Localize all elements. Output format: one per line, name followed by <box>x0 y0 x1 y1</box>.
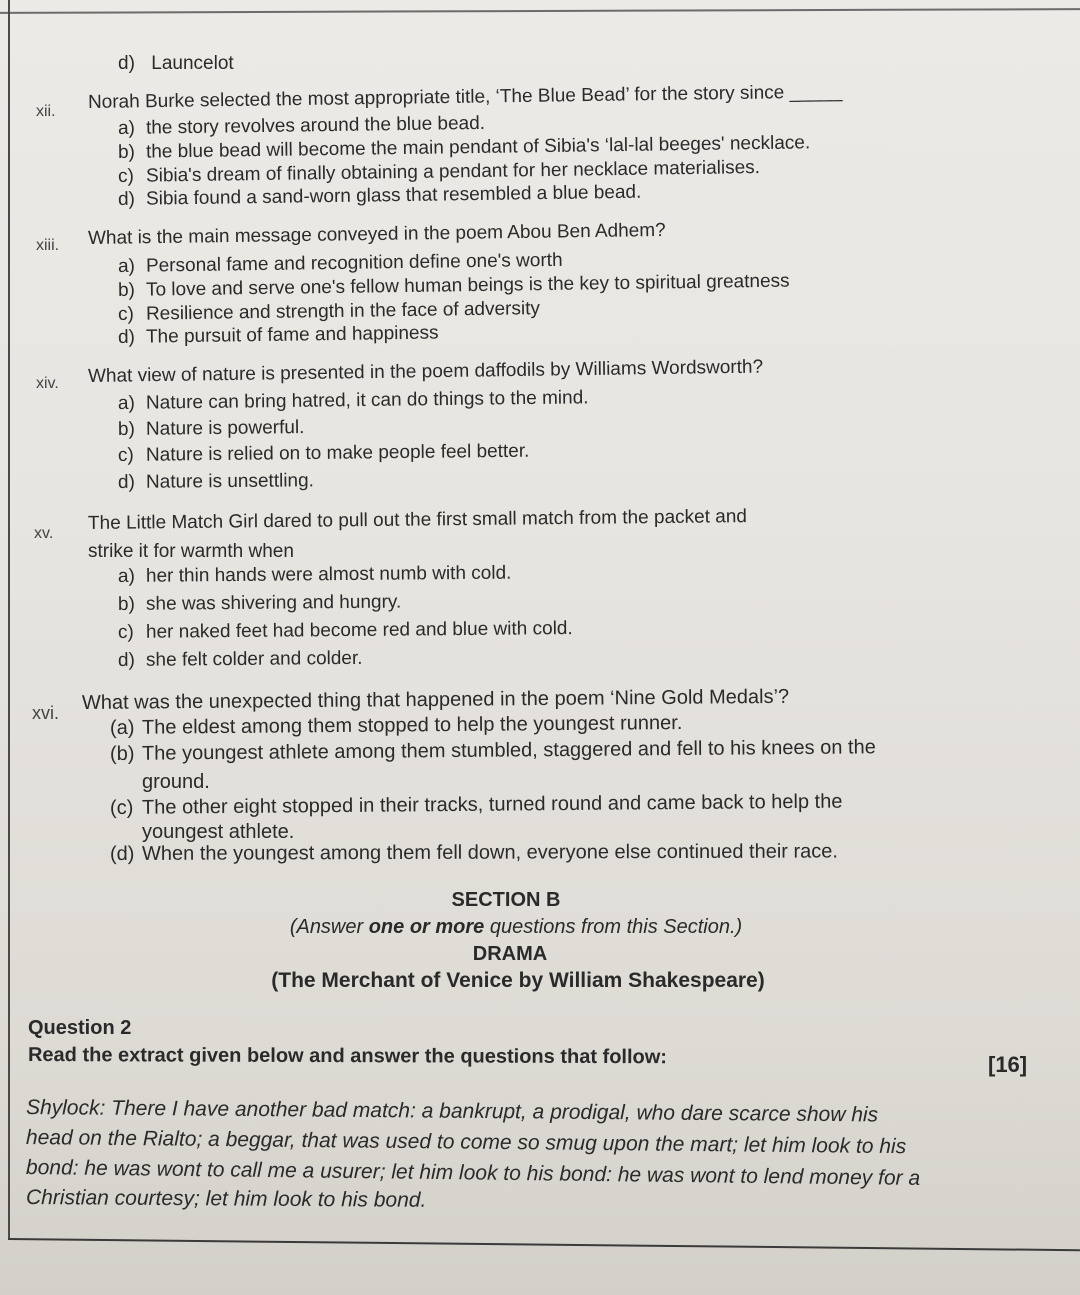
question-instruction: Read the extract given below and answer the questions that follow: <box>27 1044 668 1069</box>
option-item <box>118 323 439 349</box>
option-text: Nature is relied on to make people feel better. <box>145 440 530 466</box>
option-label: (a) <box>109 716 135 739</box>
option-text: Personal fame and recognition define one's worth <box>145 249 563 277</box>
question-number: xiii. <box>36 237 60 254</box>
option-text: The youngest athlete among them stumbled, staggered and fell to his knees on the <box>141 736 876 765</box>
question-stem: The Little Match Girl dared to pull out the first small match from the packet and <box>87 506 748 534</box>
option-label: a) <box>117 255 136 277</box>
option-text: Sibia's dream of finally obtaining a pendant for her necklace materialises. <box>145 157 761 187</box>
extract-line: bond: he was wont to call me a usurer; let him look to his bond: he was wont to lend money for a <box>25 1156 921 1190</box>
option-item <box>118 592 401 616</box>
extract-line: Shylock: There I have another bad match: a bankrupt, a prodigal, who dare scarce show his <box>25 1096 879 1127</box>
option-label: c) <box>117 621 134 643</box>
question-number: xiv. <box>36 375 59 392</box>
option-item <box>118 563 512 588</box>
option-label: (c) <box>109 796 134 819</box>
previous-option <box>118 53 234 75</box>
question-stem: What view of nature is presented in the poem daffodils by Williams Wordsworth? <box>87 356 764 387</box>
option-item <box>118 298 540 326</box>
option-label: a) <box>117 565 135 587</box>
instruction-text: questions from this Section.) <box>484 916 743 938</box>
option-text: she felt colder and colder. <box>145 647 363 671</box>
option-item <box>110 791 843 819</box>
option-label: d) <box>118 53 135 74</box>
option-text: Nature is unsettling. <box>145 470 315 493</box>
option-label: d) <box>117 188 136 210</box>
option-item <box>110 736 876 765</box>
option-text: The other eight stopped in their tracks, turned round and came back to help the <box>141 790 843 819</box>
option-label: (d) <box>109 842 135 865</box>
left-border-line <box>8 0 10 1240</box>
option-text: To love and serve one's fellow human beings is the key to spiritual greatness <box>145 270 790 301</box>
question-number: xvi. <box>32 703 59 723</box>
option-text: Launcelot <box>151 53 234 74</box>
section-instruction <box>256 916 776 939</box>
question-number: xv. <box>34 525 54 542</box>
option-label: d) <box>117 326 136 348</box>
option-label: c) <box>117 444 134 466</box>
option-label: b) <box>117 593 135 615</box>
option-item <box>118 387 589 415</box>
section-subject: DRAMA <box>472 943 548 965</box>
question-stem-continued: strike it for warmth when <box>88 541 294 562</box>
question-stem: Norah Burke selected the most appropriate title, ‘The Blue Bead’ for the story since _____ <box>87 81 843 113</box>
option-item <box>118 441 530 467</box>
option-text: Sibia found a sand-worn glass that resembled a blue bead. <box>145 181 642 210</box>
option-item <box>110 840 838 865</box>
option-text: she was shivering and hungry. <box>145 591 402 615</box>
option-item <box>118 417 305 441</box>
option-text: her thin hands were almost numb with cold. <box>145 562 512 587</box>
question-stem: What was the unexpected thing that happened in the poem ‘Nine Gold Medals’? <box>81 685 790 714</box>
option-label: a) <box>117 392 136 414</box>
option-label: b) <box>117 418 136 440</box>
option-text: The pursuit of fame and happiness <box>145 322 439 348</box>
option-text: the blue bead will become the main pendant of Sibia's ‘lal-lal beeges' necklace. <box>145 132 811 163</box>
option-label: (b) <box>109 742 135 765</box>
marks-badge: [16] <box>988 1052 1028 1077</box>
option-label: c) <box>117 165 134 187</box>
extract-line: Christian courtesy; let him look to his bond. <box>25 1186 427 1212</box>
play-title: (The Merchant of Venice by William Shakespeare) <box>271 969 765 992</box>
option-text: Nature can bring hatred, it can do things to the mind. <box>145 387 589 414</box>
option-label: c) <box>117 303 134 325</box>
option-item <box>118 470 314 494</box>
option-text-continued: ground. <box>142 771 210 793</box>
instruction-text: (Answer <box>289 916 369 938</box>
option-label: a) <box>117 117 136 139</box>
option-item <box>110 712 683 739</box>
option-label: b) <box>117 279 136 301</box>
option-text: When the youngest among them fell down, everyone else continued their race. <box>141 840 839 865</box>
option-label: d) <box>117 649 135 671</box>
option-label: b) <box>117 141 136 163</box>
question-heading: Question 2 <box>28 1017 132 1039</box>
section-title: SECTION B <box>451 889 561 911</box>
option-text: Nature is powerful. <box>145 417 305 440</box>
option-item <box>118 113 485 140</box>
bottom-border-line <box>8 1238 1080 1251</box>
option-item <box>118 648 363 672</box>
option-text: Resilience and strength in the face of adversity <box>145 298 541 325</box>
option-text: The eldest among them stopped to help the youngest runner. <box>141 712 683 739</box>
question-stem: What is the main message conveyed in the poem Abou Ben Adhem? <box>87 219 666 249</box>
option-text-continued: youngest athlete. <box>142 821 295 843</box>
option-item <box>118 618 573 644</box>
option-text: the story revolves around the blue bead. <box>145 112 486 139</box>
option-label: d) <box>117 471 135 493</box>
instruction-emphasis: one or more <box>368 916 485 938</box>
extract-line: head on the Rialto; a beggar, that was used to come so smug upon the mart; let him look to his <box>25 1126 907 1159</box>
option-text: her naked feet had become red and blue with cold. <box>145 618 573 643</box>
top-border-line <box>0 8 1080 14</box>
question-number: xii. <box>36 103 56 120</box>
